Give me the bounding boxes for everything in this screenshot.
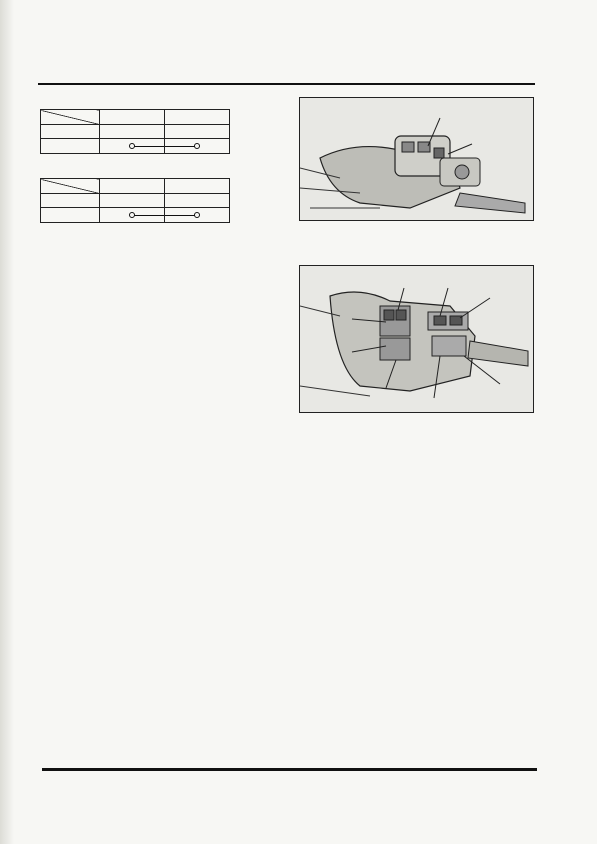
row-label — [41, 139, 100, 154]
continuity-line — [165, 215, 197, 216]
row-label — [41, 124, 100, 139]
switch-cluster-illustration — [300, 266, 533, 412]
continuity-terminal — [194, 212, 200, 218]
clock-switch-table — [40, 109, 230, 154]
scan-shadow — [0, 0, 14, 844]
continuity-cell — [165, 208, 230, 223]
table-row — [41, 124, 230, 139]
column-header — [100, 179, 165, 194]
table-corner — [41, 110, 100, 125]
continuity-cell — [165, 139, 230, 154]
continuity-line — [132, 215, 164, 216]
ch-memo-switch-table — [40, 178, 230, 223]
continuity-cell — [100, 208, 165, 223]
header-rule — [38, 83, 535, 85]
figure-switch-cluster — [299, 265, 534, 413]
continuity-terminal — [129, 143, 135, 149]
column-header — [100, 110, 165, 125]
column-header — [165, 179, 230, 194]
continuity-line — [165, 146, 197, 147]
continuity-cell — [165, 193, 230, 208]
row-label — [41, 193, 100, 208]
continuity-line — [132, 146, 164, 147]
table-row — [41, 193, 230, 208]
table-row — [41, 208, 230, 223]
continuity-cell — [100, 124, 165, 139]
continuity-terminal — [129, 212, 135, 218]
continuity-cell — [100, 139, 165, 154]
column-header — [165, 110, 230, 125]
row-label — [41, 208, 100, 223]
footer-rule — [42, 768, 537, 771]
continuity-terminal — [194, 143, 200, 149]
table-corner — [41, 179, 100, 194]
continuity-cell — [100, 193, 165, 208]
handlebar-left-illustration — [300, 98, 533, 220]
table-row — [41, 139, 230, 154]
continuity-cell — [165, 124, 230, 139]
figure-clock-chmemo — [299, 97, 534, 221]
